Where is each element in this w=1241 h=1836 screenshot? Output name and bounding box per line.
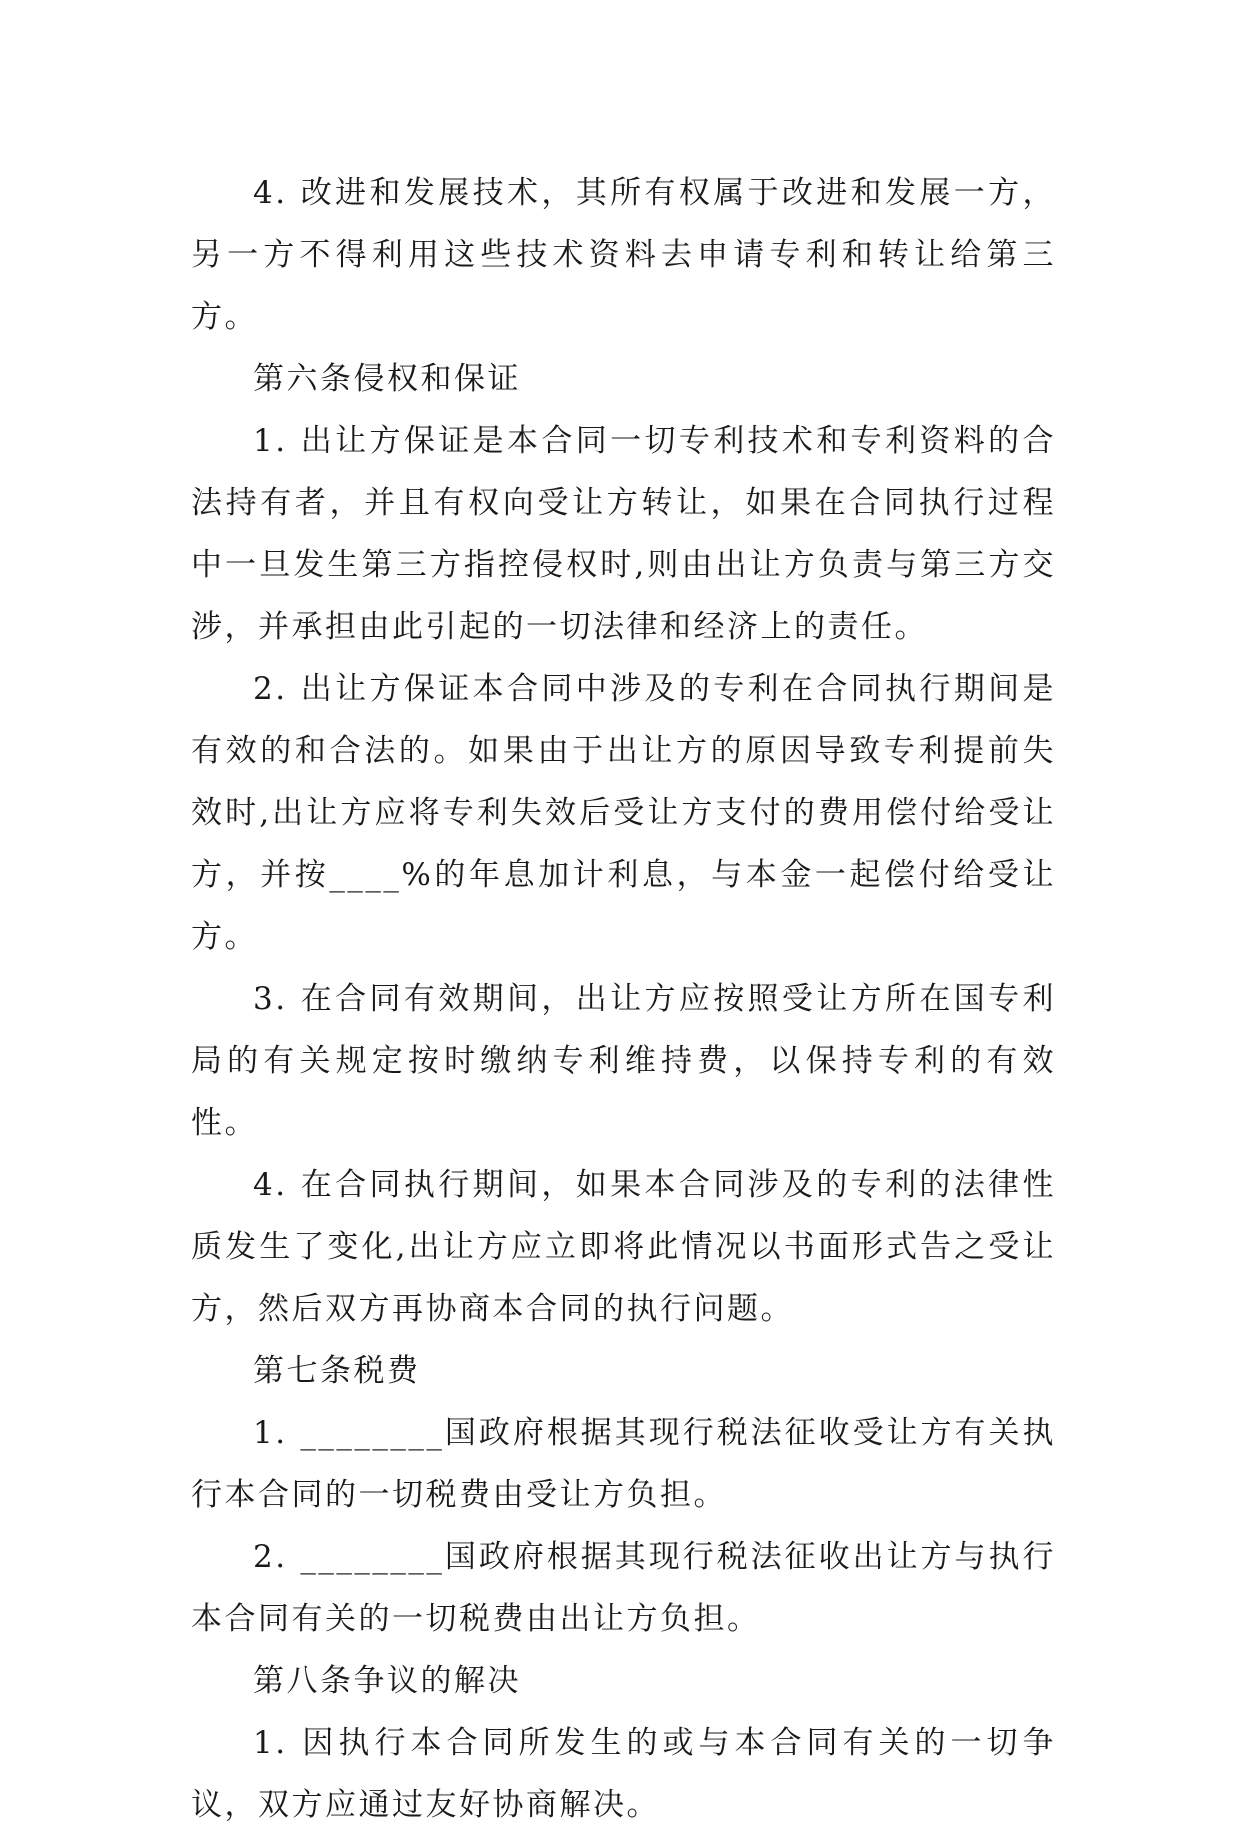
article-7-item-1: 1. ________国政府根据其现行税法征收受让方有关执行本合同的一切税费由受让方负担。 <box>191 1415 1056 1513</box>
article-6-item-1: 1. 出让方保证是本合同一切专利技术和专利资料的合法持有者，并且有权向受让方转让，如果在合同执行过程中一旦发生第三方指控侵权时,则由出让方负责与第三方交涉，并承担由此引起的一切法律和经济上的责任。 <box>191 423 1056 645</box>
article-8-item-1: 1. 因执行本合同所发生的或与本合同有关的一切争议，双方应通过友好协商解决。 <box>191 1725 1056 1823</box>
article-8-heading: 第八条争议的解决 <box>253 1663 521 1699</box>
article-7-item-2: 2. ________国政府根据其现行税法征收出让方与执行本合同有关的一切税费由出让方负担。 <box>191 1539 1056 1637</box>
article-6-item-4: 4. 在合同执行期间，如果本合同涉及的专利的法律性质发生了变化,出让方应立即将此情况以书面形式告之受让方，然后双方再协商本合同的执行问题。 <box>191 1167 1056 1327</box>
article-7-heading: 第七条税费 <box>253 1353 421 1389</box>
document-body <box>191 162 1056 1836</box>
article-6-item-2: 2. 出让方保证本合同中涉及的专利在合同执行期间是有效的和合法的。如果由于出让方的原因导致专利提前失效时,出让方应将专利失效后受让方支付的费用偿付给受让方，并按____%的年息加计利息，与本金一起偿付给受让方。 <box>191 671 1056 955</box>
article-6-item-3: 3. 在合同有效期间，出让方应按照受让方所在国专利局的有关规定按时缴纳专利维持费，以保持专利的有效性。 <box>191 981 1056 1141</box>
article-6-heading: 第六条侵权和保证 <box>253 361 521 397</box>
clause-5-item-4: 4. 改进和发展技术，其所有权属于改进和发展一方，另一方不得利用这些技术资料去申请专利和转让给第三方。 <box>191 175 1056 335</box>
